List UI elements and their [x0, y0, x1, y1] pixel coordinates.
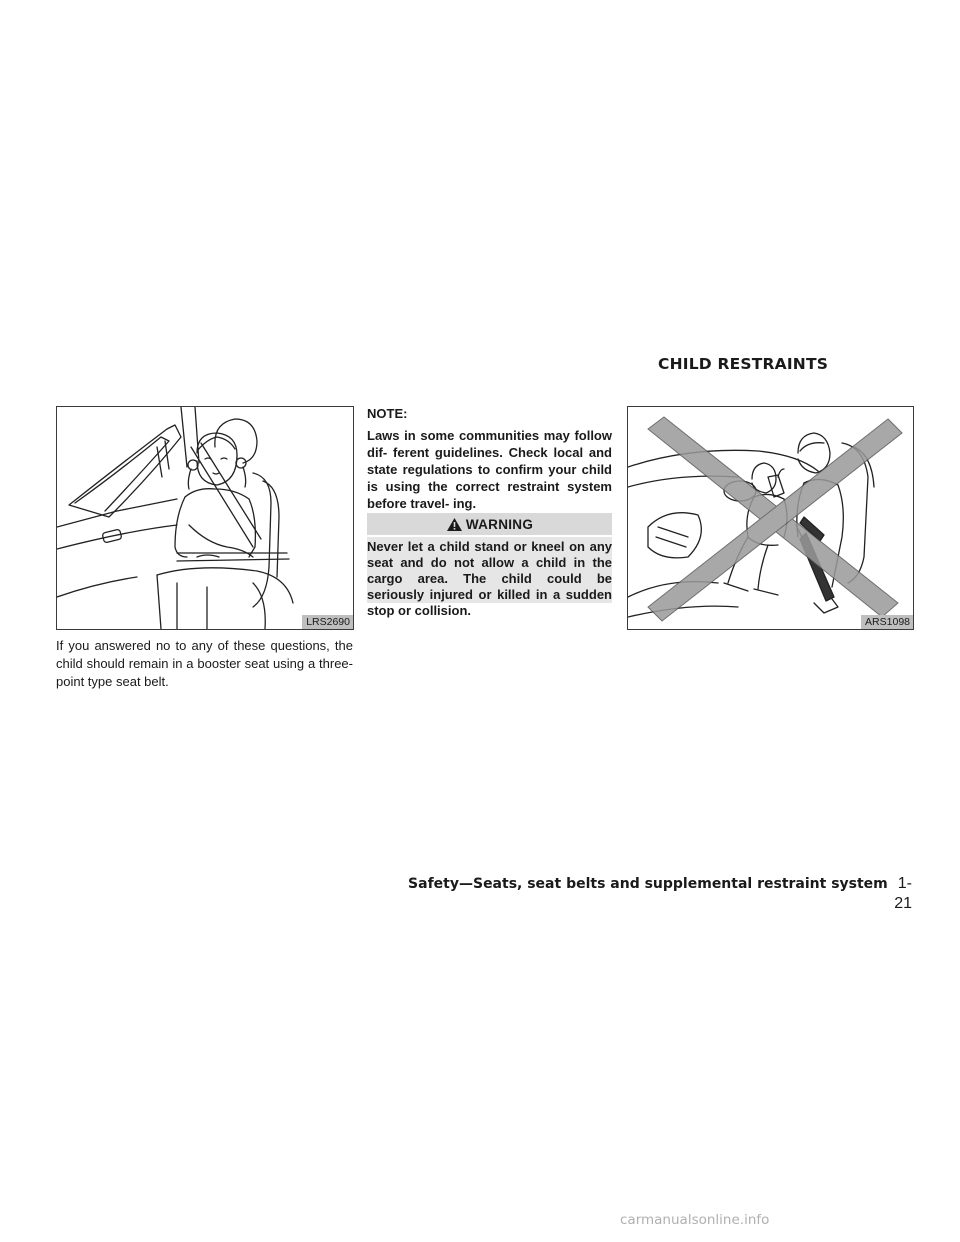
warning-label: WARNING	[465, 516, 534, 532]
warning-box	[367, 537, 612, 618]
figure-code: LRS2690	[302, 615, 353, 629]
warning-header	[367, 513, 612, 535]
figure-code: ARS1098	[861, 615, 913, 629]
page-footer	[400, 874, 912, 914]
figure-child-booster-seat	[56, 406, 354, 630]
watermark: carmanualsonline.info	[620, 1212, 770, 1228]
note-text: Laws in some communities may follow dif- ferent guidelines. Check local and state regulations to confirm your child is using the correct restraint system before travel- ing.	[367, 428, 612, 511]
child-kneeling-prohibited-illustration	[628, 407, 913, 629]
footer-page-number: 1-21	[894, 875, 912, 912]
child-in-booster-seat-illustration	[57, 407, 353, 629]
note-label: NOTE:	[367, 406, 408, 421]
figure-child-cargo-area-prohibited	[627, 406, 914, 630]
body-paragraph: If you answered no to any of these questions, the child should remain in a booster seat using a three-point type seat belt.	[56, 638, 353, 689]
section-title: CHILD RESTRAINTS	[658, 355, 829, 373]
footer-chapter: Safety—Seats, seat belts and supplemental restraint system	[408, 876, 888, 892]
warning-text: Never let a child stand or kneel on any seat and do not allow a child in the cargo area. The child could be seriously injured or killed in a sudden stop or collision.	[367, 539, 612, 618]
warning-triangle-icon	[446, 517, 463, 532]
